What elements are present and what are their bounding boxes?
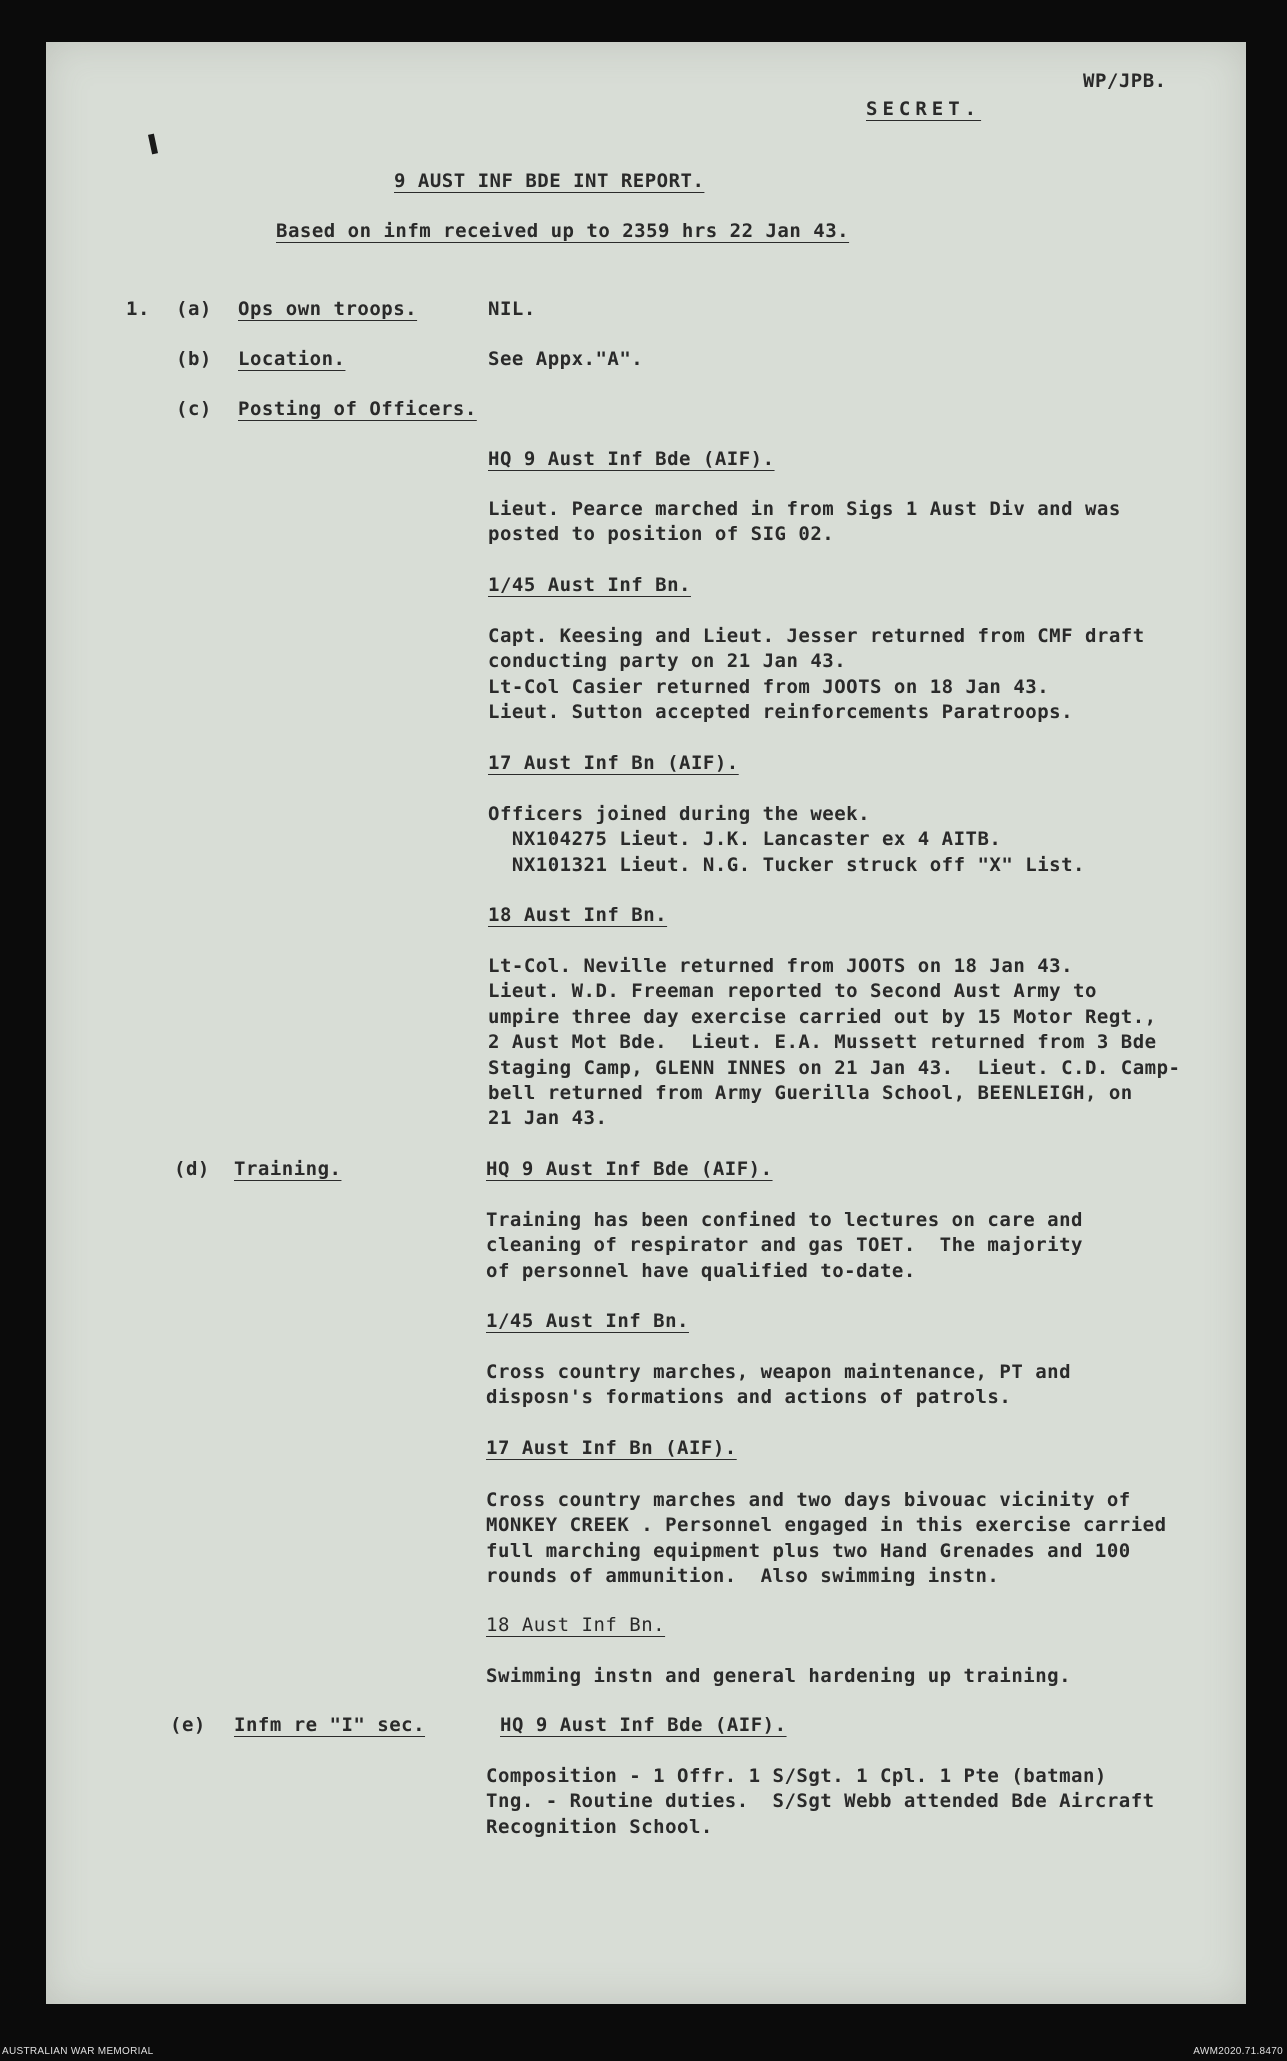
text-line: Tng. - Routine duties. S/Sgt Webb attended Bde Aircraft [486, 1790, 1155, 1813]
training-unit-heading: 18 Aust Inf Bn. [486, 1614, 666, 1636]
item-e-heading: Infm re "I" sec. [234, 1714, 426, 1736]
posting-unit-heading: HQ 9 Aust Inf Bde (AIF). [488, 448, 775, 470]
text-line: of personnel have qualified to-date. [486, 1259, 916, 1282]
text-line: Capt. Keesing and Lieut. Jesser returned from CMF draft [488, 625, 1145, 647]
text-line: NX101321 Lieut. N.G. Tucker struck off "X" List. [488, 853, 1085, 876]
item-b-heading: Location. [238, 348, 346, 370]
training-unit-text [486, 1208, 1083, 1284]
classification-secret: SECRET. [866, 98, 982, 120]
training-unit-heading: 1/45 Aust Inf Bn. [486, 1310, 689, 1332]
text-line: Lieut. Pearce marched in from Sigs 1 Aust Div and was [488, 498, 1121, 520]
item-d-heading: Training. [234, 1158, 342, 1180]
section-number: 1. [126, 298, 150, 320]
text-line: Cross country marches and two days bivouac vicinity of [486, 1489, 1131, 1511]
training-unit-text [486, 1664, 1071, 1689]
text-line: full marching equipment plus two Hand Grenades and 100 [486, 1539, 1131, 1562]
text-line: cleaning of respirator and gas TOET. The majority [486, 1234, 1083, 1257]
posting-unit-heading: 18 Aust Inf Bn. [488, 904, 668, 926]
text-line: Lt-Col Casier returned from JOOTS on 18 Jan 43. [488, 675, 1050, 698]
text-line: Lt-Col. Neville returned from JOOTS on 18 Jan 43. [488, 955, 1074, 977]
text-line: Composition - 1 Offr. 1 S/Sgt. 1 Cpl. 1 Pte (batman) [486, 1765, 1107, 1787]
item-d-label: (d) [174, 1158, 210, 1180]
text-line: umpire three day exercise carried out by 15 Motor Regt., [488, 1005, 1157, 1028]
item-a-label: (a) [176, 298, 212, 320]
item-c-label: (c) [176, 398, 212, 420]
posting-unit-text [488, 954, 1180, 1132]
text-line: 2 Aust Mot Bde. Lieut. E.A. Mussett returned from 3 Bde [488, 1031, 1157, 1054]
item-a-heading: Ops own troops. [238, 298, 418, 320]
text-line: 21 Jan 43. [488, 1107, 608, 1130]
posting-unit-heading: 1/45 Aust Inf Bn. [488, 574, 691, 596]
text-line: rounds of ammunition. Also swimming instn. [486, 1565, 1000, 1588]
report-title: 9 AUST INF BDE INT REPORT. [394, 170, 705, 192]
item-e-label: (e) [170, 1714, 206, 1736]
report-subtitle: Based on infm received up to 2359 hrs 22 Jan 43. [276, 220, 850, 242]
text-line: Swimming instn and general hardening up training. [486, 1665, 1072, 1687]
text-line: conducting party on 21 Jan 43. [488, 650, 847, 673]
ink-mark [148, 134, 158, 155]
posting-unit-text [488, 802, 1085, 878]
text-line: Recognition School. [486, 1815, 713, 1838]
training-unit-text [486, 1360, 1071, 1411]
i-section-text [486, 1764, 1155, 1840]
item-b-label: (b) [176, 348, 212, 370]
text-line: Cross country marches, weapon maintenance, PT and [486, 1361, 1072, 1383]
posting-unit-heading: 17 Aust Inf Bn (AIF). [488, 752, 739, 774]
text-line: Training has been confined to lectures on care and [486, 1209, 1083, 1231]
footer-accession-number: AWM2020.71.8470 [1193, 2046, 1283, 2057]
text-line: posted to position of SIG 02. [488, 523, 835, 546]
i-section-unit-heading: HQ 9 Aust Inf Bde (AIF). [500, 1714, 787, 1736]
text-line: Lieut. Sutton accepted reinforcements Paratroops. [488, 701, 1074, 724]
text-line: NX104275 Lieut. J.K. Lancaster ex 4 AITB. [488, 828, 1002, 851]
training-unit-text [486, 1488, 1167, 1590]
text-line: MONKEY CREEK . Personnel engaged in this exercise carried [486, 1514, 1167, 1537]
training-unit-heading: HQ 9 Aust Inf Bde (AIF). [486, 1158, 773, 1180]
posting-unit-text [488, 624, 1145, 726]
document-page [46, 42, 1246, 2004]
item-b-text: See Appx."A". [488, 348, 644, 370]
item-a-text: NIL. [488, 298, 536, 320]
text-line: bell returned from Army Guerilla School, BEENLEIGH, on [488, 1082, 1133, 1105]
reference-code: WP/JPB. [1083, 70, 1167, 92]
text-line: Officers joined during the week. [488, 803, 871, 825]
text-line: Staging Camp, GLENN INNES on 21 Jan 43. Lieut. C.D. Camp- [488, 1056, 1181, 1079]
training-unit-heading: 17 Aust Inf Bn (AIF). [486, 1437, 737, 1459]
item-c-heading: Posting of Officers. [238, 398, 477, 420]
posting-unit-text [488, 497, 1121, 548]
footer-archive-name: AUSTRALIAN WAR MEMORIAL [2, 2046, 154, 2057]
text-line: Lieut. W.D. Freeman reported to Second Aust Army to [488, 980, 1097, 1003]
text-line: disposn's formations and actions of patrols. [486, 1386, 1012, 1409]
